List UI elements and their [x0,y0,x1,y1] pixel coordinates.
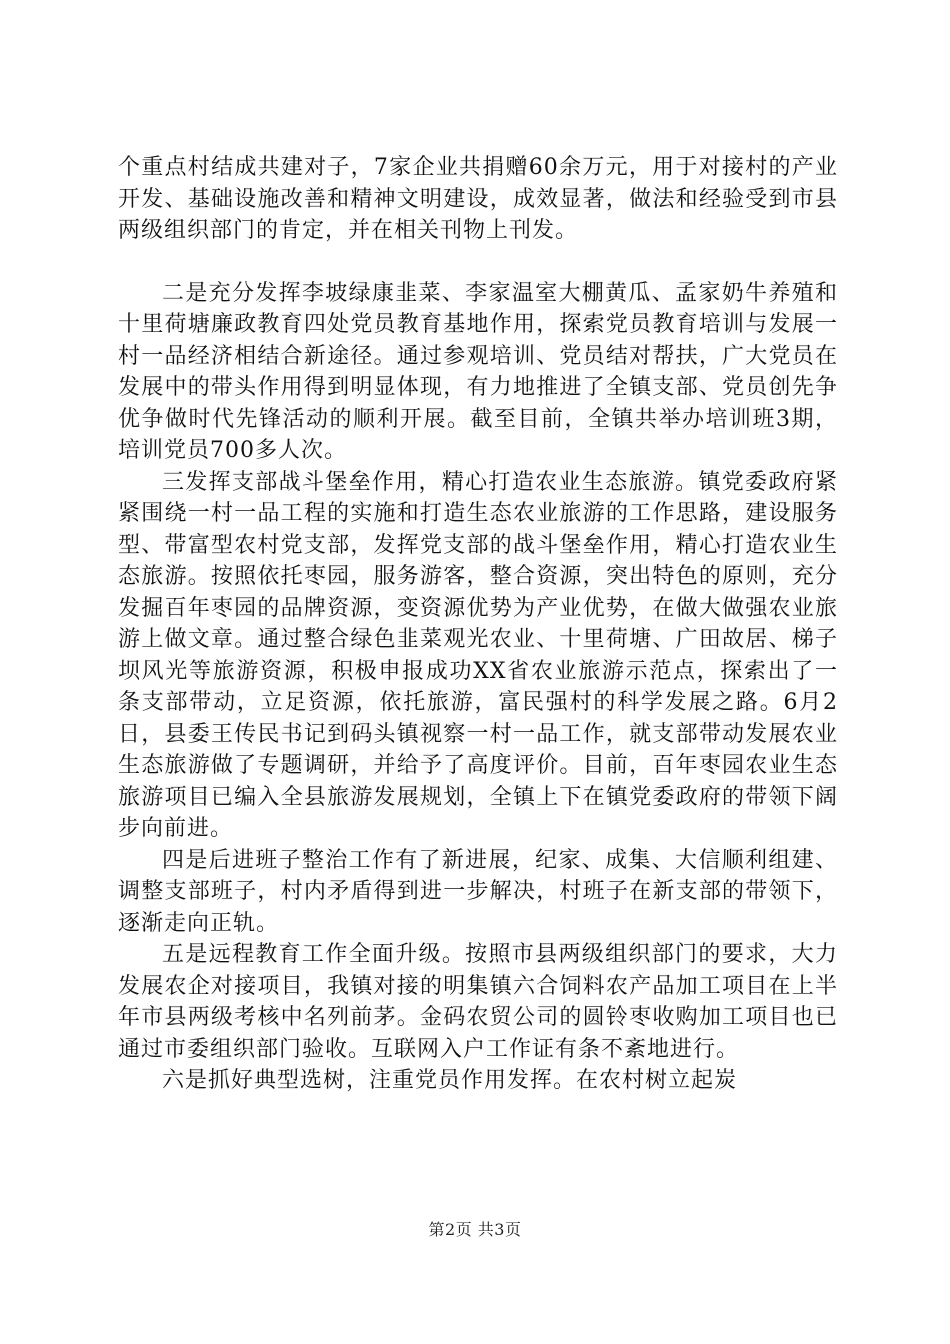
page-number-footer: 第2页 共3页 [428,1220,522,1239]
paragraph-item-6: 六是抓好典型选树，注重党员作用发挥。在农村树立起炭 [162,1068,738,1093]
paragraph-item-3: 三发挥支部战斗堡垒作用，精心打造农业生态旅游。镇党委政府紧紧围绕一村一品工程的实施和打造生态农业旅游的工作思路，建设服务型、带富型农村党支部，发挥党支部的战斗堡垒作用，精心打造农业生态旅游。按照依托枣园，服务游客，整合资源，突出特色的原则，充分发掘百年枣园的品牌资源，变资源优势为产业优势，在做大做强农业旅游上做文章。通过整合绿色韭菜观光农业、十里荷塘、广田故居、梯子坝风光等旅游资源，积极申报成功XX省农业旅游示范点，探索出了一条支部带动，立足资源，依托旅游，富民强村的科学发展之路。6月2日，县委王传民书记到码头镇视察一村一品工作，就支部带动发展农业生态旅游做了专题调研，并给予了高度评价。目前，百年枣园农业生态旅游项目已编入全县旅游发展规划，全镇上下在镇党委政府的带领下阔步向前进。 [118,469,838,841]
paragraph-continuation: 个重点村结成共建对子，7家企业共捐赠60余万元，用于对接村的产业开发、基础设施改善和精神文明建设，成效显著，做法和经验受到市县两级组织部门的肯定，并在相关刊物上刊发。 [118,155,838,243]
paragraph-item-2: 二是充分发挥李坡绿康韭菜、李家温室大棚黄瓜、孟家奶牛养殖和十里荷塘廉政教育四处党员教育基地作用，探索党员教育培训与发展一村一品经济相结合新途径。通过参观培训、党员结对帮扶，广大党员在发展中的带头作用得到明显体现，有力地推进了全镇支部、党员创先争优争做时代先锋活动的顺利开展。截至目前，全镇共举办培训班3期，培训党员700多人次。 [118,280,838,463]
document-body [118,152,838,1097]
paragraph-item-5: 五是远程教育工作全面升级。按照市县两级组织部门的要求，大力发展农企对接项目，我镇对接的明集镇六合饲料农产品加工项目在上半年市县两级考核中名列前茅。金码农贸公司的圆铃枣收购加工项目也已通过市委组织部门验收。互联网入户工作证有条不紊地进行。 [118,942,838,1062]
paragraph-item-4: 四是后进班子整治工作有了新进展，纪家、成集、大信顺利组建、调整支部班子，村内矛盾得到进一步解决，村班子在新支部的带领下，逐渐走向正轨。 [118,847,838,936]
paragraph-gap [118,247,838,278]
